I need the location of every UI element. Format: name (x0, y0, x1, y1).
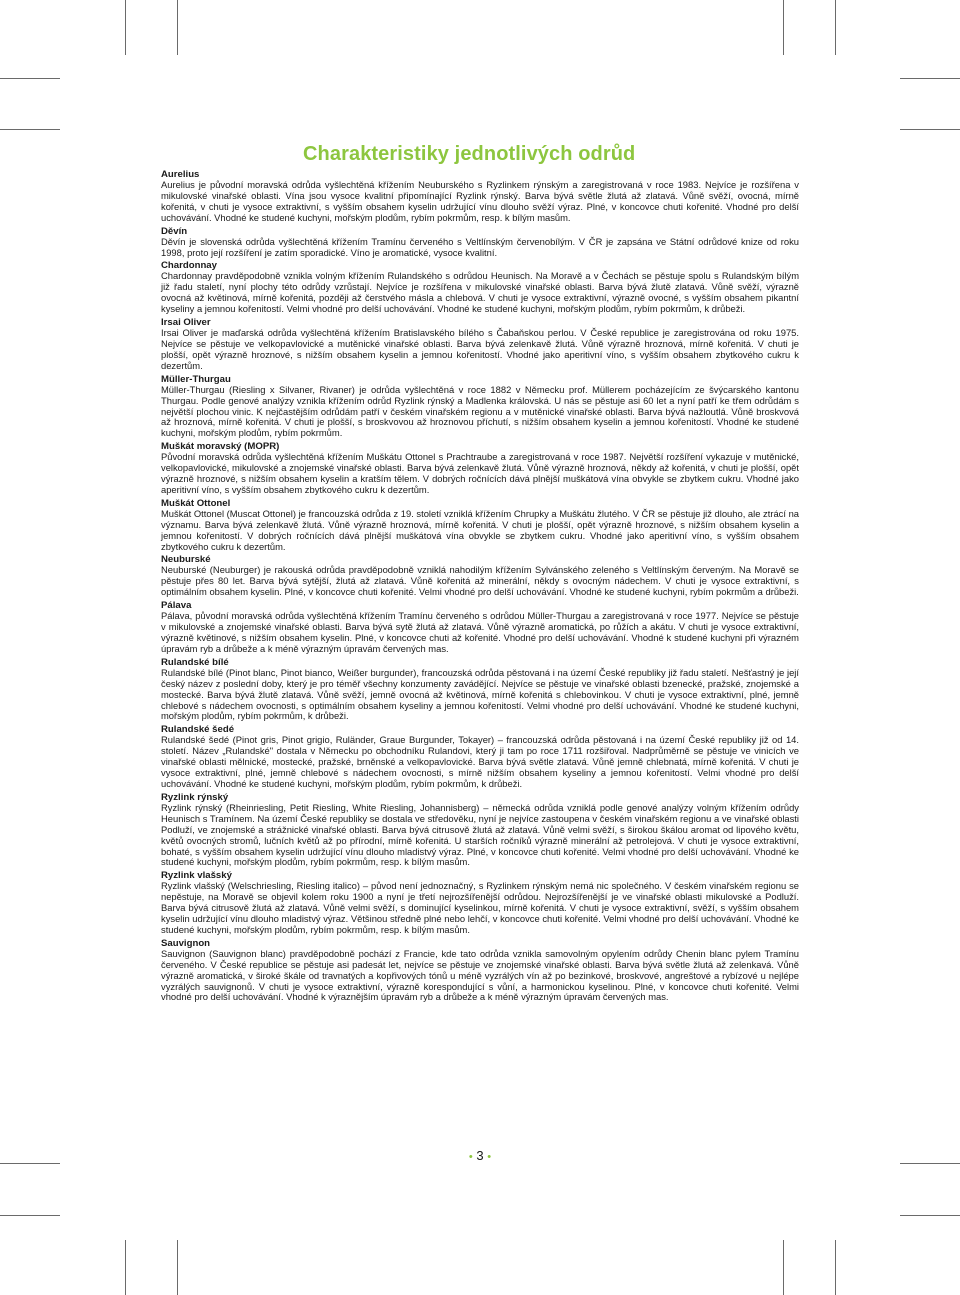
crop-mark (900, 129, 960, 130)
crop-mark (835, 1240, 836, 1295)
variety-entry (161, 374, 799, 440)
variety-name: Ryzlink vlašský (161, 870, 232, 882)
variety-name: Aurelius (161, 169, 200, 180)
variety-entry (161, 724, 799, 790)
crop-mark (0, 1215, 60, 1216)
variety-description: Pálava, původní moravská odrůda vyšlechtěná křížením Tramínu červeného s odrůdou Müller-Thurgau a zaregistrovaná v roce 1977. Nejvíce se pěstuje v mikulovské a znojemské vinařské oblasti. Barva bývá sytě žlutá až zlatavá. Vůně výrazně aromatická, po růžích a akátu. V chuti je vysoce extraktivní, výrazně květinové, s nižším obsahem kyselin. Plné, v koncovce chuti až kořenité. Vhodné pro delší uchovávání. Vhodné k studené kuchyni při výrazném úpravám ryb a drůbeže a k méně výrazným úpravám červených mas. (161, 610, 799, 654)
variety-description: Děvín je slovenská odrůda vyšlechtěná křížením Tramínu červeného s Veltlínským červenobílým. V ČR je zapsána ve Státní odrůdové knize od roku 1998, proto její rozšíření je zatím sporadické. Víno je aromatické, vysoce kvalitní. (161, 235, 799, 258)
crop-mark (177, 1240, 178, 1295)
page-footer (0, 1148, 960, 1163)
crop-mark (835, 0, 836, 55)
variety-description: Sauvignon (Sauvignon blanc) pravděpodobně pochází z Francie, kde tato odrůda vznikla samovolným opylením odrůdy Chenin blanc pylem Tramínu červeného. V České republice se pěstuje asi padesát let, nejvíce se pěstuje ve znojemské vinařské oblasti. Barva bývá světle žlutá až zelenkavá. Vůně výrazně aromatická, v široké škále od travnatých a kopřivových tónů u méně vyzrálých vín až po bezinkové, broskvové, angreštové a rybízové u nejlépe vyzrálých sauvignonů. V chuti je vysoce extraktivní, výrazně korespondující s vůní, a harmonickou kyselinou. Plné, v koncovce chuti kořenité. Velmi vhodné pro delší uchovávání. Vhodné k výraznějším úpravám ryb a drůbeže a k méně výrazným úpravám červených mas. (161, 947, 799, 1003)
variety-entry (161, 792, 799, 868)
variety-description: Rulandské šedé (Pinot gris, Pinot grigio, Ruländer, Graue Burgunder, Tokayer) – francouzská odrůda pěstovaná i na území České republiky již od 14. století. Název „Rulandské" dostala v Německu po obchodníku Rulandovi, který ji tam po roce 1711 rozšiřoval. Nadprůměrně se pěstuje ve vinicích ve vinařské oblasti mělnické, mostecké, pražské, brněnské a velkopavlovické. Barva bývá světle zlatavá. Vůně jemně chlebnatá, mírně kořenitá. V chuti je vysoce extraktivní, plné, jemně chlebové s nádechem ovocnosti, s mírně nižším obsahem kyseliny a jemnou kořenitostí. Velmi vhodné pro delší uchovávání. Vhodné ke studené kuchyni, mořským plodům, rybím pokrmům, k drůbeži. (161, 734, 799, 789)
variety-description: Irsai Oliver je maďarská odrůda vyšlechtěná křížením Bratislavského bílého s Čabaňskou perlou. V České republice je zaregistrována od roku 1975. Nejvíce se pěstuje ve velkopavlovické a mutěnické vinařské oblasti. Barva bývá zelenkavě žlutá. Vůně výrazně hroznová, mírně kořenitá. V chuti je plošší, opět výrazně hroznové, s nižším obsahem kyselin a jemnou kořenitostí. Vhodné jako aperitivní víno, s vyšším obsahem zbytkového cukru k dezertům. (161, 327, 799, 371)
variety-description: Ryzlink rýnský (Rheinriesling, Petit Riesling, White Riesling, Johannisberg) – německá odrůda vzniklá podle genové analýzy volným křížením odrůdy Heunisch s Tramínem. Na území České republiky se dostala ve středověku, nyní je nejvíce zastoupena v českém vinařském regionu a ve vinařské oblasti Podluží, ve znojemské a strážnické vinařské oblasti. Barva bývá citrusově žlutá až zlatavá. Vůně velmi svěží, s širokou škálou aromat od lipového květu, květů ovocných stromů, lučních květů až po přírodní, mírně kořenitá. U starších ročníků výrazně minerální až petrolejová. V chuti je vysoce extraktivní, bohaté, s vyšším obsahem kyselin udržující vínu dlouho mladistvý výraz. Plné, v koncovce chuti kořenité. Velmi vhodné pro delší uchovávání. Vhodné ke studené kuchyni, mořským plodům, rybím pokrmům, resp. k bílým masům. (161, 801, 799, 868)
variety-entry (161, 226, 799, 259)
variety-description: Müller-Thurgau (Riesling x Silvaner, Rivaner) je odrůda vyšlechtěná v roce 1882 v Německu prof. Müllerem pocházejícím ze švýcarského kantonu Thurgau. Podle genové analýzy vznikla křížením odrůd Ryzlink rýnský a Madlenka královská. U nás se pěstuje asi 60 let a nyní patří ke třem odrůdám s největší plochou vinic. K nejčastějším odrůdám patří v českém vinařském regionu a v mutěnické vinařské oblasti. Barva bývá nažloutlá. Vůně broskvová až hroznová, mírně kořenitá. V chuti je plošší, s broskvovou až hroznovou příchutí, s nižším obsahem kyselin a jemnou kořenitostí. Vhodné ke studené kuchyni, mořským plodům, rybím pokrmům. (161, 383, 799, 439)
variety-description: Muškát Ottonel (Muscat Ottonel) je francouzská odrůda z 19. století vzniklá křížením Chrupky a Muškátu žlutého. V ČR se pěstuje již dlouho, ale ztrácí na významu. Barva bývá zelenkavě žlutá. Vůně výrazně hroznová, mírně kořenitá. V chuti je plošší, opět výrazně hroznové, s nižším obsahem kyselin a jemnou kořenitostí. V dobrých ročnících dává plnější muškátová vína obvykle se zbytkem cukru. Vhodné jako aperitivní víno, s vyšším obsahem zbytkového cukru k dezertům. (161, 507, 799, 552)
variety-name: Děvín (161, 225, 188, 237)
variety-entry (161, 938, 799, 1004)
variety-entry (161, 260, 799, 315)
variety-name: Muškát Ottonel (161, 497, 231, 509)
variety-description: Neuburské (Neuburger) je rakouská odrůda pravděpodobně vzniklá nahodilým křížením Sylvánského zeleného s Veltlínským červeným. Na Moravě se pěstuje přes 80 let. Barva bývá sytější, žlutá až zlatavá. Vůně kořenitá až minerální, někdy s ovocným nádechem. V chuti je vysoce extraktivní, s optimálním obsahem kyselin. Plné, v koncovce chuti kořenité. Velmi vhodné pro delší uchovávání. Vhodné ke studené kuchyni, rybím pokrmům a drůbeži. (161, 564, 799, 598)
variety-entry (161, 498, 799, 553)
crop-mark (0, 129, 60, 130)
variety-description: Rulandské bílé (Pinot blanc, Pinot bianco, Weißer burgunder), francouzská odrůda pěstovaná i na území České republiky již řadu staletí. Nešťastný je její český název z poslední doby, který je pro téměř všechny konzumenty zavádějící. Nejvíce se pěstuje ve vinařské oblasti bzenecké, pražské, znojemské a mostecké. Barva bývá žlutě zlatavá. Vůně svěží, jemně ovocná až květinová, mírně kořenitá s chlebovinkou. V chuti je vysoce extraktivní, plné, jemně chlebové s nádechem ovocnosti, s optimálním obsahem kyseliny a jemnou kořenitostí. Velmi vhodné pro delší uchovávání. Vhodné ke studené kuchyni, mořským plodům, rybím pokrmům, k drůbeži. (161, 666, 799, 722)
crop-mark (900, 1163, 960, 1164)
variety-name: Rulandské bílé (161, 656, 229, 668)
crop-mark (900, 78, 960, 79)
crop-mark (783, 0, 784, 55)
variety-name: Ryzlink rýnský (161, 791, 229, 803)
bullet-right: • (487, 1151, 492, 1163)
variety-name: Muškát moravský (MOPR) (161, 441, 280, 453)
variety-entry (161, 554, 799, 598)
crop-mark (125, 0, 126, 55)
crop-mark (900, 1215, 960, 1216)
crop-mark (0, 78, 60, 79)
variety-name: Sauvignon (161, 937, 211, 949)
variety-description: Aurelius je původní moravská odrůda vyšlechtěná křížením Neuburského s Ryzlinkem rýnským a zaregistrovaná v roce 1983. Nejvíce je rozšířena v mikulovské vinařské oblasti. Vína jsou vysoce kvalitní připomínající Ryzlink rýnský. Barva bývá světle žlutá až zlatavá. Vůně svěží, ovocná, mírně kořenitá, v chuti je vysoce extraktivní, s vyšším obsahem kyselin udržující vínu dlouho svěží výraz. Plné, v koncovce chuti kořenité. Vhodné pro delší uchovávání. Vhodné ke studené kuchyni, mořským plodům, rybím pokrmům, resp. k bílým masům. (161, 179, 799, 223)
page-title: Charakteristiky jednotlivých odrůd (303, 143, 636, 165)
variety-name: Pálava (161, 600, 192, 612)
variety-name: Chardonnay (161, 260, 217, 272)
variety-entry (161, 317, 799, 372)
variety-name: Neuburské (161, 554, 211, 566)
variety-entry (161, 657, 799, 723)
crop-mark (0, 1163, 60, 1164)
crop-mark (783, 1240, 784, 1295)
variety-entry (161, 600, 799, 655)
page-number: 3 (476, 1148, 484, 1163)
crop-mark (177, 0, 178, 55)
variety-description: Chardonnay pravděpodobně vznikla volným křížením Rulandského s odrůdou Heunisch. Na Moravě a v Čechách se pěstuje spolu s Rulandským bílým již řadu staletí, nyní plochy této odrůdy vzrůstají. Nejvíce je rozšířena v mikulovské vinařské oblasti. Barva bývá žlutě zlatavá. Vůně svěží, výrazně ovocná až květinová, mírně kořenitá, později až čerstvého másla a chlebová. V chuti je vysoce extraktivní, výrazně ovocné, s vyšším obsahem pikantní kyseliny a jemnou kořenitostí. Velmi vhodné pro delší uchovávání. Vhodné ke studené kuchyni, mořským plodům, rybím pokrmům, k drůbeži. (161, 270, 799, 315)
variety-name: Rulandské šedé (161, 724, 235, 736)
crop-mark (125, 1240, 126, 1295)
variety-description: Ryzlink vlašský (Welschriesling, Riesling italico) – původ není jednoznačný, s Ryzlinkem rýnským nemá nic společného. V českém vinařském regionu se nepěstuje, na Moravě se objevil kolem roku 1900 a nyní je třetí nejrozšířenější odrůdou. Nejrozšířenější je ve vinařské oblasti mikulovské a Podluží. Barva bývá citrusově žlutá až zlatavá. Vůně velmi svěží, s dominující kyselinkou, mírně kořenitá. V chuti je vysoce extraktivní, svěží, s vyšším obsahem kyselin udržující vínu dlouho mladistvý výraz. Většinou středně plné nebo lehčí, v koncovce chuti kořenité. Velmi vhodné pro delší uchovávání. Vhodné ke studené kuchyni, mořským plodům, rybím pokrmům, resp. k bílým masům. (161, 880, 799, 935)
variety-list (161, 169, 799, 1005)
bullet-left: • (468, 1151, 473, 1163)
variety-description: Původní moravská odrůda vyšlechtěná křížením Muškátu Ottonel s Prachtraube a zaregistrovaná v roce 1987. Největší rozšíření vykazuje v mutěnické, velkopavlovické, mikulovské a znojemské vinařské oblasti. Barva bývá zelenkavě žlutá. Vůně výrazně hroznová, někdy až kořenitá, v chuti je plošší, opět výrazně hroznové, s nižším obsahem kyselin a kratším tělem. V dobrých ročnících dává plnější muškátová vína obvykle se zbytkem cukru. Vhodné jako aperitivní víno, s vyšším obsahem zbytkového cukru k dezertům. (161, 451, 799, 495)
variety-entry (161, 870, 799, 936)
variety-name: Irsai Oliver (161, 317, 211, 329)
variety-entry (161, 441, 799, 496)
variety-name: Müller-Thurgau (161, 373, 231, 385)
variety-entry (161, 169, 799, 224)
